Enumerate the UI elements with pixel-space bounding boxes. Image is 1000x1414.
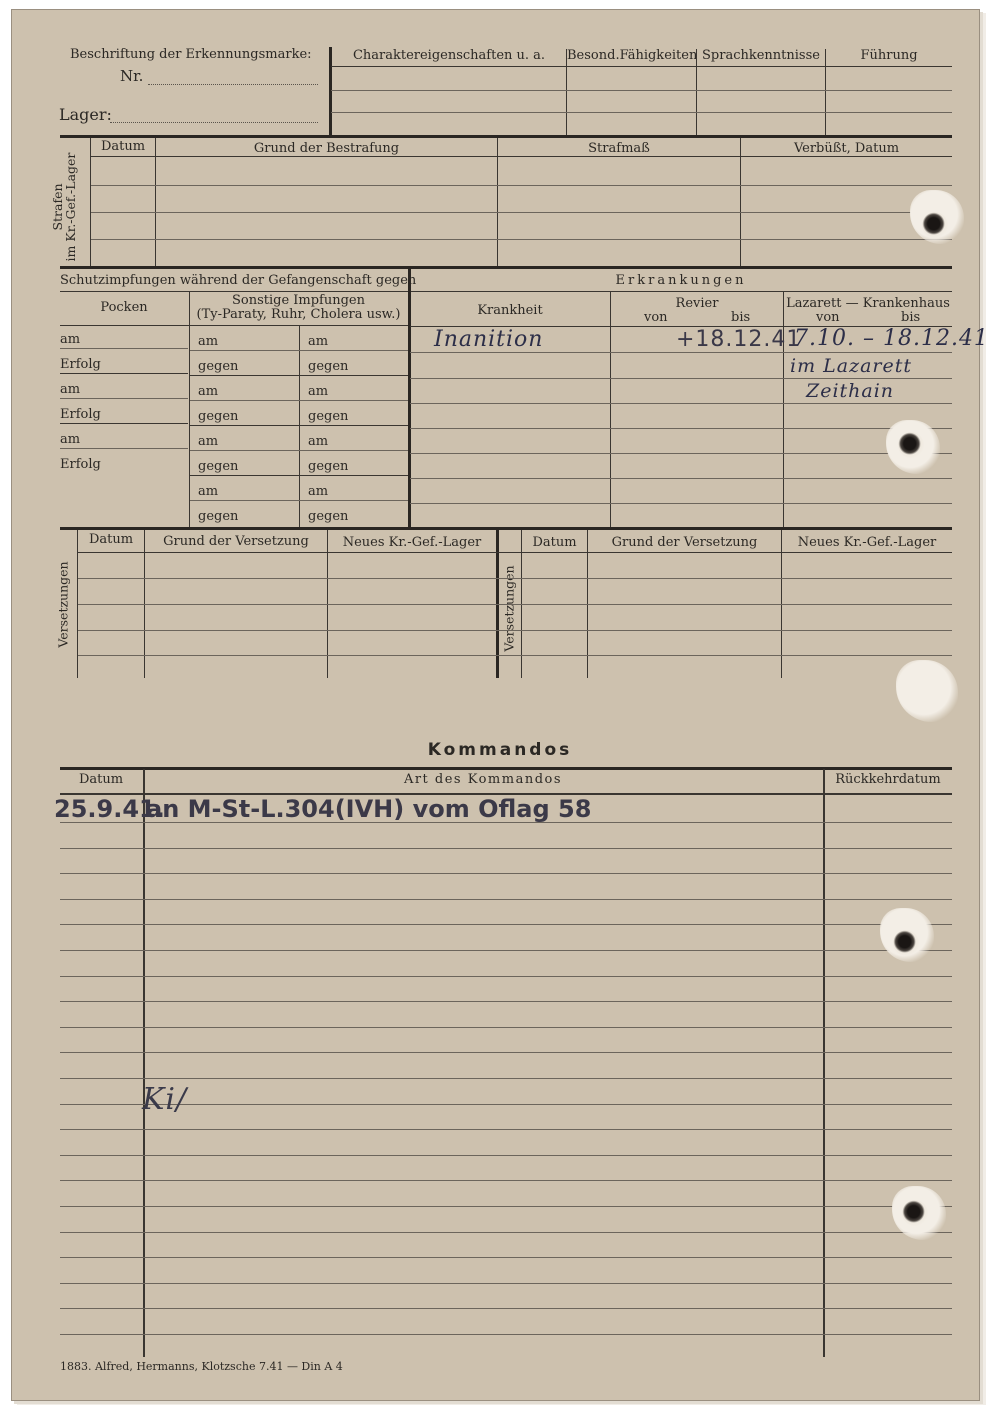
pocken-am-1: am — [60, 332, 81, 347]
kommando-row-line — [60, 1001, 952, 1002]
versetzungen-side-label-right: Versetzungen — [501, 565, 517, 652]
pocken-erfolg-3: Erfolg — [60, 457, 101, 472]
kommando-row-line — [60, 1334, 952, 1335]
kommando-row-line — [60, 1257, 952, 1258]
kommando-entry-datum: 25.9.41. — [54, 795, 165, 823]
sonstige-am-4b: am — [308, 484, 329, 499]
lazarett-header: Lazarett — Krankenhaus — [786, 296, 950, 311]
sonstige-am-3a: am — [198, 434, 219, 449]
lazarett-note-1: im Lazarett — [790, 355, 913, 377]
sonstige-am-2a: am — [198, 384, 219, 399]
strafen-strafmass-header: Strafmaß — [588, 141, 650, 156]
versetzung-datum-header-right: Datum — [532, 535, 577, 550]
fuehrung-header: Führung — [860, 48, 918, 63]
strafen-verbuesst-header: Verbüßt, Datum — [793, 141, 900, 156]
charakter-header: Charaktereigenschaften u. a. — [352, 48, 546, 63]
form-sheet — [11, 9, 980, 1401]
kommando-row-line — [60, 873, 952, 874]
sonstige-am-2b: am — [308, 384, 329, 399]
kommando-row-line — [60, 1180, 952, 1181]
kommando-datum-header: Datum — [78, 772, 124, 787]
sonstige-header: Sonstige Impfungen (Ty-Paraty, Ruhr, Cholera usw.) — [196, 293, 401, 322]
pocken-erfolg-2: Erfolg — [60, 407, 101, 422]
versetzung-lager-header-right: Neues Kr.-Gef.-Lager — [797, 535, 937, 550]
erkrankungen-title: Erkrankungen — [615, 273, 747, 288]
versetzung-grund-header-left: Grund der Versetzung — [163, 534, 309, 549]
kommando-entry-art: an M-St-L.304(IVH) vom Oflag 58 — [146, 795, 592, 823]
sonstige-am-3b: am — [308, 434, 329, 449]
revier-bis: bis — [731, 310, 751, 325]
sonstige-gegen-1a: gegen — [198, 359, 239, 374]
sonstige-am-4a: am — [198, 484, 219, 499]
pocken-am-3: am — [60, 432, 81, 447]
kommando-row-line — [60, 1308, 952, 1309]
versetzung-grund-header-right: Grund der Versetzung — [611, 535, 758, 550]
kommando-row-line — [60, 1027, 952, 1028]
versetzung-lager-header-left: Neues Kr.-Gef.-Lager — [342, 535, 482, 550]
punch-hole — [922, 212, 948, 238]
sonstige-gegen-3b: gegen — [308, 459, 349, 474]
kommando-row-line — [60, 1155, 952, 1156]
sonstige-am-1a: am — [198, 334, 219, 349]
strafen-side-label: Strafen im Kr.-Gef.-Lager — [50, 152, 78, 262]
kommando-row-line — [60, 1232, 952, 1233]
kommando-art-header: Art des Kommandos — [403, 772, 563, 787]
kommando-row-line — [60, 1206, 952, 1207]
kommando-row-line — [60, 1283, 952, 1284]
kommando-row-line — [60, 1104, 952, 1105]
sonstige-gegen-1b: gegen — [308, 359, 349, 374]
sprachkenntnisse-header: Sprachkenntnisse — [702, 48, 820, 63]
punch-hole — [893, 930, 919, 956]
sonstige-gegen-2b: gegen — [308, 409, 349, 424]
sonstige-am-1b: am — [308, 334, 329, 349]
pocken-am-2: am — [60, 382, 81, 397]
lager-label: Lager: — [59, 105, 112, 124]
kommando-row-line — [60, 1078, 952, 1079]
punch-hole — [898, 432, 924, 458]
lazarett-dates-entry: 7.10. – 18.12.41 — [794, 326, 989, 351]
nr-field-line — [148, 84, 318, 85]
lazarett-von: von — [816, 310, 840, 325]
krankheit-entry: Inanition — [434, 327, 544, 352]
kommando-row-line — [60, 848, 952, 849]
krankheit-header: Krankheit — [477, 303, 543, 318]
kommando-rueckkehr-header: Rückkehrdatum — [835, 772, 941, 787]
pocken-header: Pocken — [100, 300, 148, 315]
kommandos-title: Kommandos — [427, 740, 573, 760]
erkennungsmarke-label: Beschriftung der Erkennungsmarke: — [70, 47, 312, 62]
impfungen-title: Schutzimpfungen während der Gefangenschaft gegen — [60, 273, 417, 288]
revier-header: Revier — [675, 296, 719, 311]
revier-bis-entry: +18.12.41 — [676, 327, 802, 352]
sonstige-gegen-2a: gegen — [198, 409, 239, 424]
lazarett-bis: bis — [901, 310, 921, 325]
strafen-datum-header: Datum — [100, 139, 146, 154]
nr-label: Nr. — [120, 67, 144, 85]
kommando-row-line — [60, 1129, 952, 1130]
punch-hole — [902, 1200, 928, 1226]
revier-von: von — [644, 310, 668, 325]
pocken-erfolg-1: Erfolg — [60, 357, 101, 372]
sonstige-gegen-3a: gegen — [198, 459, 239, 474]
sonstige-gegen-4b: gegen — [308, 509, 349, 524]
versetzung-datum-header-left: Datum — [88, 532, 134, 547]
printer-imprint: 1883. Alfred, Hermanns, Klotzsche 7.41 — Din A 4 — [60, 1360, 343, 1373]
kommando-row-line — [60, 950, 952, 951]
kommando-row-line — [60, 899, 952, 900]
versetzungen-side-label-left: Versetzungen — [55, 561, 71, 648]
initials: Ki/ — [142, 1082, 188, 1117]
kommando-row-line — [60, 924, 952, 925]
lazarett-note-2: Zeithain — [806, 380, 895, 402]
sonstige-gegen-4a: gegen — [198, 509, 239, 524]
faehigkeiten-header: Besond.Fähigkeiten — [567, 48, 698, 63]
kommando-row-line — [60, 1052, 952, 1053]
strafen-grund-header: Grund der Bestrafung — [253, 141, 400, 156]
lager-field-line — [110, 122, 318, 123]
kommando-row-line — [60, 976, 952, 977]
